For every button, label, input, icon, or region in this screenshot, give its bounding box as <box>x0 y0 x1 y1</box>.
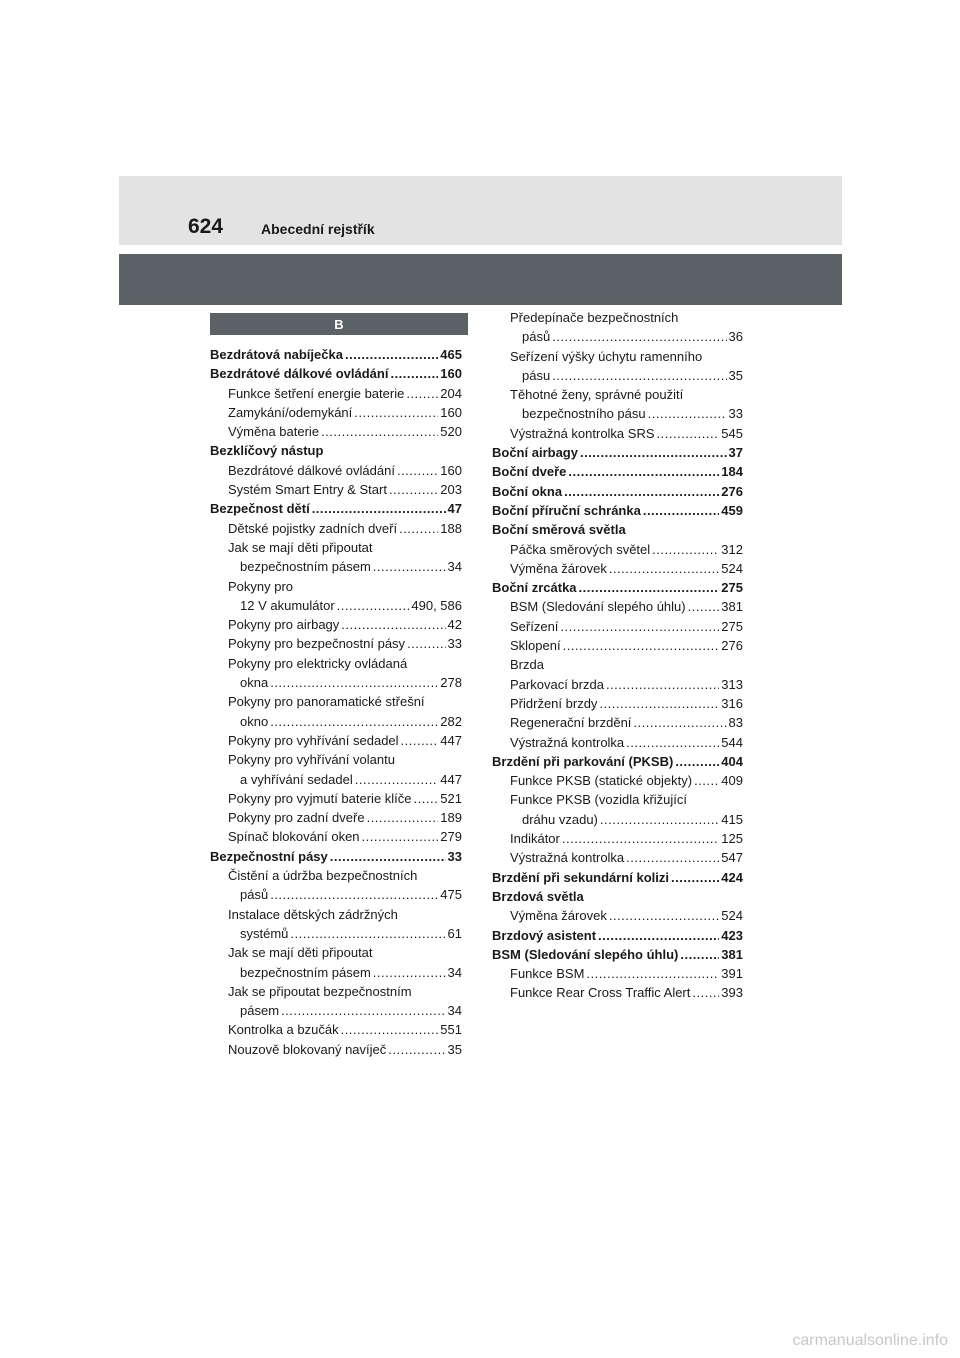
index-entry <box>210 1001 462 1020</box>
index-entry-page: 520 <box>440 424 462 440</box>
index-entry-text: Kontrolka a bzučák <box>228 1022 339 1038</box>
index-entry <box>210 1020 462 1039</box>
index-entry-page: 316 <box>721 695 743 711</box>
dot-leader <box>626 848 719 867</box>
index-entry-text: pásem <box>240 1003 280 1019</box>
index-entry-page: 393 <box>721 985 743 1001</box>
index-entry <box>210 422 462 441</box>
index-entry <box>492 366 743 385</box>
index-entry-page: 160 <box>440 366 462 382</box>
index-entry-text: Bezklíčový nástup <box>210 443 324 459</box>
index-entry-text: Pokyny pro vyhřívání volantu <box>228 752 395 768</box>
index-entry-text: Boční dveře <box>492 464 567 480</box>
index-entry <box>210 924 462 943</box>
index-entry-text: Pokyny pro elektricky ovládaná <box>228 655 408 671</box>
index-entry-text: Brzdový asistent <box>492 927 597 943</box>
index-entry-page: 381 <box>721 946 743 962</box>
index-entry <box>210 577 462 596</box>
dot-leader <box>648 404 727 423</box>
dot-leader <box>560 617 719 636</box>
index-entry <box>210 673 462 692</box>
index-entry-text: Boční airbagy <box>492 445 578 461</box>
index-entry-page: 33 <box>447 848 462 864</box>
index-entry-text: Výměna žárovek <box>510 560 607 576</box>
index-entry-page: 524 <box>721 908 743 924</box>
index-entry-page: 391 <box>721 966 743 982</box>
dot-leader <box>580 443 727 462</box>
index-entry-text: pásů <box>522 329 551 345</box>
dot-leader <box>281 1001 446 1020</box>
index-entry-page: 524 <box>721 560 743 576</box>
index-entry <box>210 847 462 866</box>
index-entry <box>210 480 462 499</box>
index-entry <box>210 866 462 885</box>
dot-leader <box>362 827 439 846</box>
index-entry-page: 83 <box>728 715 743 731</box>
section-title: Abecední rejstřík <box>261 221 375 237</box>
dot-leader <box>552 366 726 385</box>
index-entry <box>210 441 462 460</box>
index-entry-text: BSM (Sledování slepého úhlu) <box>492 946 679 962</box>
dot-leader <box>389 480 438 499</box>
index-entry <box>492 385 743 404</box>
dot-leader <box>568 462 719 481</box>
index-entry-page: 35 <box>728 367 743 383</box>
dot-leader <box>606 675 719 694</box>
index-entry <box>210 770 462 789</box>
index-entry-page: 189 <box>440 810 462 826</box>
watermark: carmanualsonline.info <box>792 1332 948 1349</box>
index-entry <box>492 308 743 327</box>
index-entry <box>492 983 743 1002</box>
index-entry <box>492 347 743 366</box>
index-entry-text: Bezdrátové dálkové ovládání <box>228 462 395 478</box>
index-entry-text: Zamykání/odemykání <box>228 404 353 420</box>
index-entry-text: Výstražná kontrolka <box>510 734 625 750</box>
index-entry-text: Boční okna <box>492 483 563 499</box>
index-entry <box>210 654 462 673</box>
index-entry-text: Spínač blokování oken <box>228 829 360 845</box>
index-entry-text: Jak se připoutat bezpečnostním <box>228 983 412 999</box>
index-entry <box>492 868 743 887</box>
dot-leader <box>397 461 438 480</box>
index-entry-text: Jak se mají děti připoutat <box>228 539 373 555</box>
index-entry <box>210 364 462 383</box>
index-entry-text: Pokyny pro <box>228 578 294 594</box>
dot-leader <box>552 327 726 346</box>
index-entry-text: Funkce PKSB (statické objekty) <box>510 773 693 789</box>
dot-leader <box>688 597 720 616</box>
index-column-left <box>210 345 462 1059</box>
index-entry-page: 275 <box>721 580 743 596</box>
index-entry-text: Brzdová světla <box>492 888 584 904</box>
dot-leader <box>407 634 445 653</box>
dot-leader <box>330 847 446 866</box>
dot-leader <box>270 673 438 692</box>
index-entry-page: 312 <box>721 541 743 557</box>
dot-leader <box>373 963 446 982</box>
index-entry-page: 544 <box>721 734 743 750</box>
index-entry <box>492 733 743 752</box>
index-entry-page: 33 <box>728 406 743 422</box>
index-entry <box>210 403 462 422</box>
index-entry-page: 404 <box>721 753 743 769</box>
index-entry <box>210 712 462 731</box>
index-entry-page: 447 <box>440 771 462 787</box>
index-entry <box>492 327 743 346</box>
index-entry <box>210 731 462 750</box>
index-entry-text: Boční zrcátka <box>492 580 577 596</box>
index-entry-text: Pokyny pro airbagy <box>228 617 340 633</box>
index-entry-page: 423 <box>721 927 743 943</box>
index-entry-text: Brzdění při sekundární kolizi <box>492 869 669 885</box>
index-entry-text: Boční směrová světla <box>492 522 626 538</box>
index-entry <box>210 750 462 769</box>
index-entry <box>492 790 743 809</box>
index-entry-page: 37 <box>728 445 743 461</box>
dot-leader <box>390 364 438 383</box>
index-entry <box>492 540 743 559</box>
index-entry <box>492 655 743 674</box>
index-entry-page: 447 <box>440 732 462 748</box>
index-entry-text: Funkce BSM <box>510 966 585 982</box>
dot-leader <box>373 557 446 576</box>
index-entry-text: okno <box>240 713 269 729</box>
index-entry-text: a vyhřívání sedadel <box>240 771 353 787</box>
index-entry-page: 551 <box>440 1022 462 1038</box>
dot-leader <box>564 482 719 501</box>
index-entry-page: 275 <box>721 618 743 634</box>
index-entry <box>492 848 743 867</box>
index-entry-page: 34 <box>447 559 462 575</box>
index-entry-text: Seřízení výšky úchytu ramenního <box>510 348 703 364</box>
letter-section-header: B <box>210 313 468 335</box>
index-entry <box>492 771 743 790</box>
index-entry <box>492 462 743 481</box>
index-entry-text: systémů <box>240 925 289 941</box>
dot-leader <box>680 945 719 964</box>
index-entry-text: Páčka směrových světel <box>510 541 651 557</box>
index-entry-text: BSM (Sledování slepého úhlu) <box>510 599 686 615</box>
dot-leader <box>401 731 439 750</box>
index-entry <box>492 675 743 694</box>
page-header <box>119 176 842 245</box>
dot-leader <box>633 713 726 732</box>
index-entry-page: 34 <box>447 1003 462 1019</box>
page-number: 624 <box>188 215 224 238</box>
index-entry-page: 47 <box>447 501 462 517</box>
index-entry-text: Pokyny pro bezpečnostní pásy <box>228 636 406 652</box>
index-entry <box>210 808 462 827</box>
index-entry-text: Přidržení brzdy <box>510 695 598 711</box>
index-entry <box>492 578 743 597</box>
index-entry-page: 521 <box>440 790 462 806</box>
index-entry-page: 547 <box>721 850 743 866</box>
dot-leader <box>354 403 438 422</box>
dot-leader <box>270 885 438 904</box>
dot-leader <box>406 384 438 403</box>
index-entry-page: 313 <box>721 676 743 692</box>
dot-leader <box>345 345 438 364</box>
index-entry <box>210 345 462 364</box>
dot-leader <box>675 752 719 771</box>
dot-leader <box>671 868 719 887</box>
index-entry-text: Bezpečnostní pásy <box>210 848 328 864</box>
index-entry-text: bezpečnostním pásem <box>240 559 371 575</box>
index-entry <box>210 692 462 711</box>
index-entry <box>492 926 743 945</box>
dot-leader <box>341 1020 439 1039</box>
index-entry <box>492 636 743 655</box>
index-entry-text: Dětské pojistky zadních dveří <box>228 520 398 536</box>
dot-leader <box>290 924 445 943</box>
dot-leader <box>341 615 445 634</box>
index-entry-text: Systém Smart Entry & Start <box>228 482 387 498</box>
dot-leader <box>321 422 438 441</box>
index-entry-text: Sklopení <box>510 638 561 654</box>
index-entry-page: 282 <box>440 713 462 729</box>
index-entry <box>210 519 462 538</box>
index-entry <box>492 617 743 636</box>
index-entry-text: pásu <box>522 367 551 383</box>
index-entry-page: 42 <box>447 617 462 633</box>
index-entry-text: Bezdrátová nabíječka <box>210 347 343 362</box>
index-entry <box>210 499 462 518</box>
index-entry-text: Výměna žárovek <box>510 908 607 924</box>
index-entry-text: Předepínače bezpečnostních <box>510 310 679 325</box>
index-entry <box>210 557 462 576</box>
index-entry-page: 276 <box>721 638 743 654</box>
index-entry <box>492 945 743 964</box>
dot-leader <box>692 983 719 1002</box>
index-entry-text: Pokyny pro vyjmutí baterie klíče <box>228 790 412 806</box>
index-entry-page: 125 <box>721 831 743 847</box>
dot-leader <box>626 733 719 752</box>
index-entry <box>492 906 743 925</box>
index-entry-text: Bezpečnost dětí <box>210 501 310 517</box>
dot-leader <box>337 596 410 615</box>
index-entry <box>492 597 743 616</box>
index-entry-text: Pokyny pro panoramatické střešní <box>228 694 425 710</box>
dot-leader <box>643 501 719 520</box>
index-entry-text: bezpečnostního pásu <box>522 406 646 422</box>
index-entry-text: Výstražná kontrolka <box>510 850 625 866</box>
index-entry-page: 490, 586 <box>411 597 462 613</box>
dot-leader <box>600 810 719 829</box>
index-entry-text: Instalace dětských zádržných <box>228 906 398 922</box>
index-entry-text: Brzda <box>510 657 544 673</box>
index-entry-page: 409 <box>721 773 743 789</box>
dot-leader <box>367 808 439 827</box>
dot-leader <box>388 1040 445 1059</box>
index-entry-page: 33 <box>447 636 462 652</box>
dot-leader <box>355 770 439 789</box>
index-entry-page: 475 <box>440 887 462 903</box>
index-entry <box>210 905 462 924</box>
index-entry <box>210 615 462 634</box>
index-entry <box>492 752 743 771</box>
index-entry <box>210 943 462 962</box>
index-entry-text: dráhu vzadu) <box>522 811 598 827</box>
index-entry-page: 34 <box>447 964 462 980</box>
index-entry <box>492 559 743 578</box>
index-entry-text: Bezdrátové dálkové ovládání <box>210 366 389 382</box>
index-entry-page: 160 <box>440 404 462 420</box>
index-entry-page: 424 <box>721 869 743 885</box>
index-entry <box>210 982 462 1001</box>
index-entry-page: 203 <box>440 482 462 498</box>
index-entry-page: 35 <box>447 1041 462 1057</box>
index-entry-text: Boční příruční schránka <box>492 502 641 518</box>
dot-leader <box>399 519 438 538</box>
index-entry-page: 61 <box>447 925 462 941</box>
index-entry <box>210 789 462 808</box>
index-entry-page: 278 <box>440 675 462 691</box>
dot-leader <box>312 499 446 518</box>
index-entry-text: pásů <box>240 887 269 903</box>
index-entry-text: Regenerační brzdění <box>510 715 632 731</box>
index-entry-text: bezpečnostním pásem <box>240 964 371 980</box>
index-entry-text: Parkovací brzda <box>510 676 604 692</box>
index-entry <box>492 887 743 906</box>
index-entry-text: Pokyny pro vyhřívání sedadel <box>228 732 399 748</box>
index-entry-page: 188 <box>440 520 462 536</box>
index-entry <box>492 964 743 983</box>
index-column-right <box>492 308 743 1003</box>
index-entry-text: Indikátor <box>510 831 560 847</box>
index-entry-page: 465 <box>440 347 462 362</box>
dot-leader <box>563 636 720 655</box>
dot-leader <box>657 424 720 443</box>
index-entry <box>210 963 462 982</box>
index-entry-text: Funkce šetření energie baterie <box>228 385 405 401</box>
index-entry <box>210 384 462 403</box>
dot-leader <box>609 906 719 925</box>
header-band <box>119 254 842 305</box>
index-entry <box>492 713 743 732</box>
index-entry-text: Čistění a údržba bezpečnostních <box>228 868 418 884</box>
index-entry-page: 36 <box>728 329 743 345</box>
index-entry-text: Seřízení <box>510 618 559 634</box>
index-entry <box>492 829 743 848</box>
index-entry <box>492 810 743 829</box>
index-entry-page: 204 <box>440 385 462 401</box>
index-entry-page: 381 <box>721 599 743 615</box>
index-entry-page: 459 <box>721 502 743 518</box>
index-entry-text: Výstražná kontrolka SRS <box>510 425 655 441</box>
index-entry-page: 184 <box>721 464 743 480</box>
index-entry-page: 160 <box>440 462 462 478</box>
index-entry-text: Těhotné ženy, správné použití <box>510 387 684 403</box>
dot-leader <box>694 771 719 790</box>
index-entry-text: Funkce PKSB (vozidla křižující <box>510 792 688 808</box>
dot-leader <box>652 540 719 559</box>
index-entry-page: 415 <box>721 811 743 827</box>
index-entry <box>210 461 462 480</box>
dot-leader <box>599 694 719 713</box>
index-entry <box>492 404 743 423</box>
index-entry <box>210 538 462 557</box>
index-entry <box>492 520 743 539</box>
dot-leader <box>609 559 719 578</box>
index-entry-text: Jak se mají děti připoutat <box>228 945 373 961</box>
index-entry-text: Brzdění při parkování (PKSB) <box>492 753 674 769</box>
dot-leader <box>562 829 719 848</box>
index-entry-page: 279 <box>440 829 462 845</box>
dot-leader <box>414 789 439 808</box>
index-entry-page: 276 <box>721 483 743 499</box>
index-entry-text: 12 V akumulátor <box>240 597 335 613</box>
index-entry-text: Pokyny pro zadní dveře <box>228 810 365 826</box>
dot-leader <box>598 926 719 945</box>
index-entry <box>210 634 462 653</box>
index-entry <box>210 827 462 846</box>
index-entry-text: Nouzově blokovaný navíječ <box>228 1041 387 1057</box>
index-entry <box>210 1040 462 1059</box>
index-entry <box>492 424 743 443</box>
index-entry <box>492 443 743 462</box>
index-entry-text: Funkce Rear Cross Traffic Alert <box>510 985 691 1001</box>
index-entry-text: okna <box>240 675 269 691</box>
index-entry-text: Výměna baterie <box>228 424 320 440</box>
index-entry-page: 545 <box>721 425 743 441</box>
dot-leader <box>579 578 720 597</box>
index-entry <box>210 596 462 615</box>
index-entry <box>492 482 743 501</box>
index-entry <box>492 501 743 520</box>
dot-leader <box>586 964 719 983</box>
dot-leader <box>270 712 438 731</box>
index-entry <box>492 694 743 713</box>
index-entry <box>210 885 462 904</box>
